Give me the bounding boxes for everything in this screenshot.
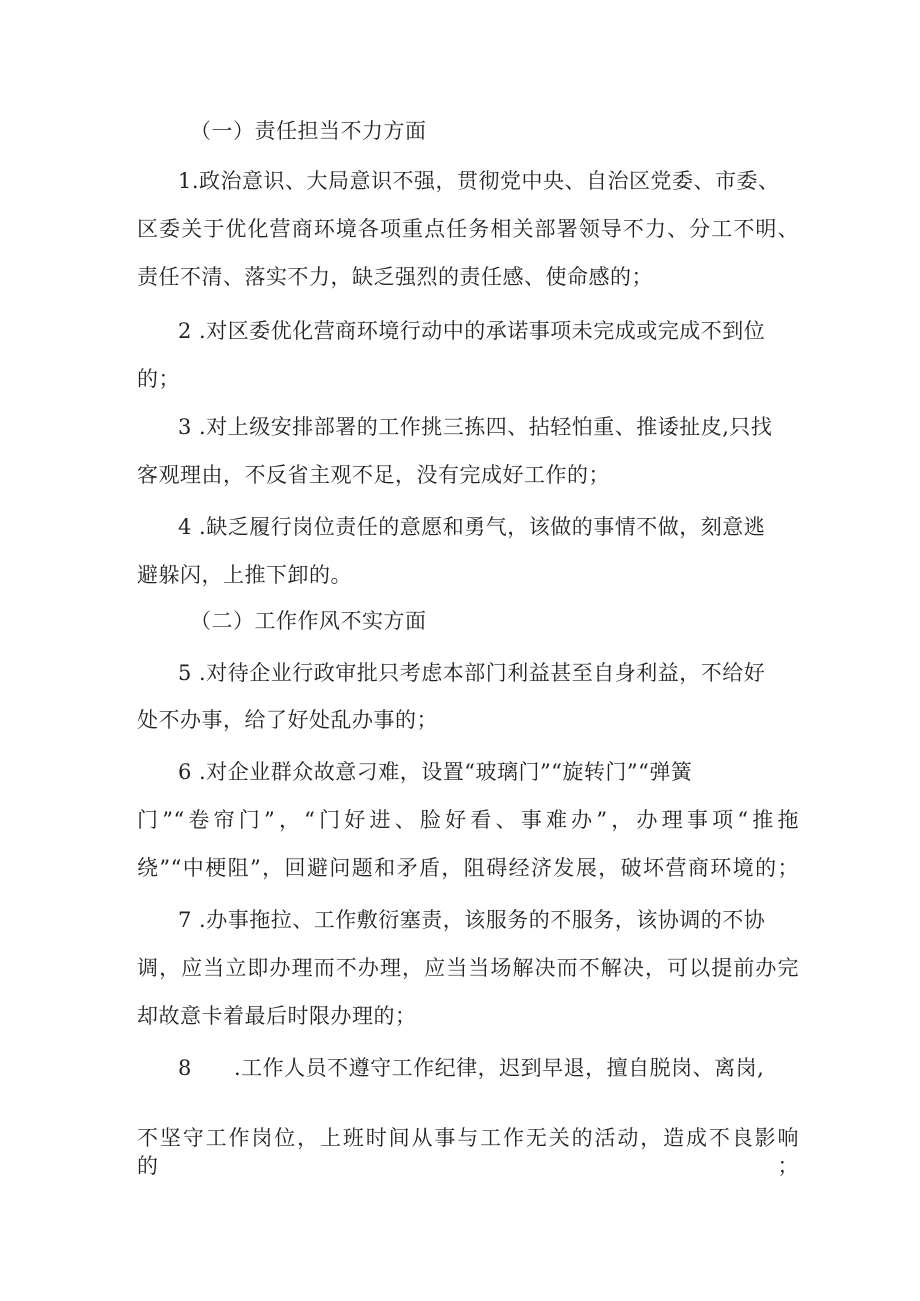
item-5-line-2: 处不办事，给了好处乱办事的；	[137, 708, 438, 732]
item-1-line-1: 1.政治意识、大局意识不强，贯彻党中央、自治区党委、市委、	[178, 169, 780, 193]
item-3-line-2: 客观理由，不反省主观不足，没有完成好工作的；	[137, 463, 610, 487]
item-8-line-1: .工作人员不遵守工作纪律，迟到早退，擅自脱岗、离岗,	[234, 1056, 765, 1080]
item-5-line-1: 5 .对待企业行政审批只考虑本部门利益甚至自身利益，不给好	[178, 661, 766, 685]
item-2-line-2: 的；	[137, 367, 180, 391]
item-1-line-2: 区委关于优化营商环境各项重点任务相关部署领导不力、分工不明、	[137, 217, 799, 241]
item-7-line-1: 7 .办事拖拉、工作敷衍塞责，该服务的不服务，该协调的不协	[178, 908, 766, 932]
item-8-line-2: 不坚守工作岗位，上班时间从事与工作无关的活动，造成不良影响的；	[137, 1126, 799, 1178]
section-heading-2: （二）工作作风不实方面	[190, 609, 427, 633]
item-2-line-1: 2 .对区委优化营商环境行动中的承诺事项未完成或完成不到位	[178, 319, 766, 343]
item-3-line-1: 3 .对上级安排部署的工作挑三拣四、拈轻怕重、推诿扯皮,只找	[178, 415, 773, 439]
section-heading-1: （一）责任担当不力方面	[190, 119, 427, 143]
item-4-line-2: 避躲闪，上推下卸的。	[137, 563, 352, 587]
item-1-line-3: 责任不清、落实不力，缺乏强烈的责任感、使命感的；	[137, 265, 653, 289]
item-8-number: 8	[178, 1056, 192, 1080]
item-7-line-2: 调，应当立即办理而不办理，应当当场解决而不解决，可以提前办完	[137, 956, 799, 980]
item-4-line-1: 4 .缺乏履行岗位责任的意愿和勇气，该做的事情不做，刻意逃	[178, 515, 766, 539]
item-6-line-3: 绕”“中梗阻”，回避问题和矛盾，阻碍经济发展，破坏营商环境的；	[137, 856, 799, 880]
item-7-line-3: 却故意卡着最后时限办理的；	[137, 1004, 417, 1028]
item-6-line-2: 门”“卷帘门”，“门好进、脸好看、事难办”，办理事项“推拖	[137, 808, 799, 832]
item-6-line-1: 6 .对企业群众故意刁难，设置“玻璃门”“旋转门”“弹簧	[178, 760, 693, 784]
